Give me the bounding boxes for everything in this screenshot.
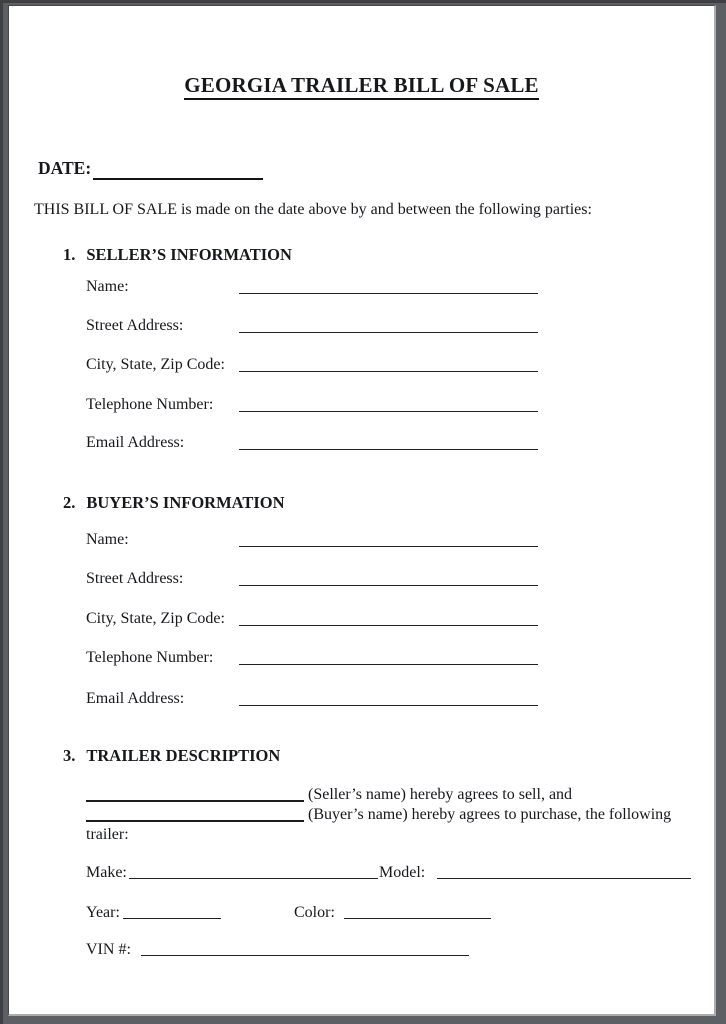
year-label: Year: xyxy=(86,904,120,921)
section-heading-seller xyxy=(63,245,292,265)
buyer-email-label: Email Address: xyxy=(86,690,185,707)
section-heading-trailer xyxy=(63,746,280,766)
buyer-phone-row xyxy=(9,649,714,669)
seller-phone-line[interactable] xyxy=(239,396,538,412)
section-title: SELLER’S INFORMATION xyxy=(86,245,292,264)
seller-name-row xyxy=(9,278,714,298)
intro-paragraph: THIS BILL OF SALE is made on the date above by and between the following parties: xyxy=(34,201,592,218)
vin-line[interactable] xyxy=(141,941,469,956)
section-number: 3. xyxy=(63,746,76,765)
seller-street-label: Street Address: xyxy=(86,317,184,334)
seller-name-label: Name: xyxy=(86,278,129,295)
seller-email-line[interactable] xyxy=(239,434,538,450)
seller-clause-text: (Seller’s name) hereby agrees to sell, and xyxy=(308,786,573,803)
color-label: Color: xyxy=(294,904,335,921)
model-line[interactable] xyxy=(437,864,691,879)
section-number: 2. xyxy=(63,493,76,512)
seller-email-label: Email Address: xyxy=(86,434,185,451)
date-label: DATE: xyxy=(38,158,92,178)
buyer-city-row xyxy=(9,610,714,630)
buyer-city-line[interactable] xyxy=(239,610,538,626)
section-title: TRAILER DESCRIPTION xyxy=(86,746,281,765)
document-page xyxy=(8,5,716,1016)
seller-name-line[interactable] xyxy=(239,278,538,294)
buyer-street-line[interactable] xyxy=(239,570,538,586)
seller-name-blank-line[interactable] xyxy=(86,786,304,802)
buyer-email-row xyxy=(9,690,714,710)
section-title: BUYER’S INFORMATION xyxy=(86,493,285,512)
buyer-city-label: City, State, Zip Code: xyxy=(86,610,225,627)
buyer-name-row xyxy=(9,531,714,551)
title-row xyxy=(9,73,714,98)
vin-label: VIN #: xyxy=(86,941,131,958)
buyer-street-label: Street Address: xyxy=(86,570,184,587)
buyer-name-line[interactable] xyxy=(239,531,538,547)
seller-street-line[interactable] xyxy=(239,317,538,333)
seller-email-row xyxy=(9,434,714,454)
buyer-name-label: Name: xyxy=(86,531,129,548)
seller-phone-row xyxy=(9,396,714,416)
date-input-line[interactable] xyxy=(93,158,263,180)
buyer-phone-label: Telephone Number: xyxy=(86,649,214,666)
buyer-clause-text: (Buyer’s name) hereby agrees to purchase, the following xyxy=(308,806,672,823)
seller-city-label: City, State, Zip Code: xyxy=(86,356,225,373)
document-title: GEORGIA TRAILER BILL OF SALE xyxy=(184,73,539,100)
buyer-street-row xyxy=(9,570,714,590)
buyer-phone-line[interactable] xyxy=(239,649,538,665)
section-number: 1. xyxy=(63,245,76,264)
seller-clause-row xyxy=(9,786,714,806)
seller-phone-label: Telephone Number: xyxy=(86,396,214,413)
make-label: Make: xyxy=(86,864,127,881)
model-label: Model: xyxy=(379,864,426,881)
buyer-name-blank-line[interactable] xyxy=(86,806,304,822)
buyer-email-line[interactable] xyxy=(239,690,538,706)
seller-street-row xyxy=(9,317,714,337)
section-heading-buyer xyxy=(63,493,285,513)
year-line[interactable] xyxy=(123,904,221,919)
buyer-clause-row xyxy=(9,806,714,826)
seller-city-row xyxy=(9,356,714,376)
seller-city-line[interactable] xyxy=(239,356,538,372)
make-line[interactable] xyxy=(129,864,378,879)
clause-continuation-text: trailer: xyxy=(86,826,129,843)
date-row xyxy=(38,158,91,182)
color-line[interactable] xyxy=(344,904,491,919)
